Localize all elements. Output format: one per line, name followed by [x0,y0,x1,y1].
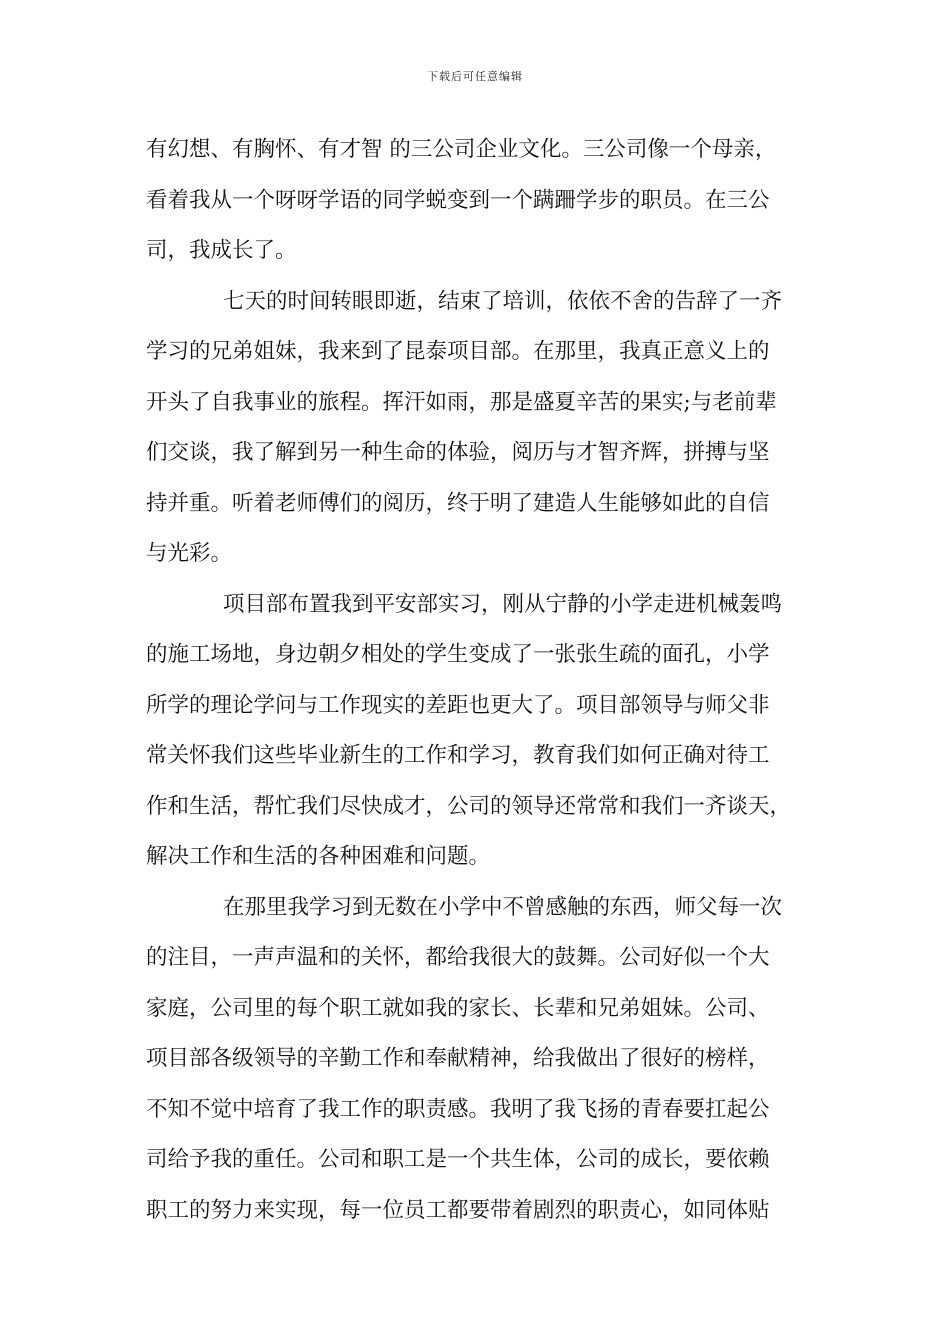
text-line: 常关怀我们这些毕业新生的工作和学习，教育我们如何正确对待工 [146,743,770,768]
paragraph-first-line: 在那里我学习到无数在小学中不曾感触的东西，师父每一次 [223,894,783,920]
text-line: 项目部各级领导的辛勤工作和奉献精神，给我做出了很好的榜样， [146,1046,770,1071]
text-line: 职工的努力来实现，每一位员工都要带着剧烈的职责心，如同体贴 [146,1197,770,1223]
text-line: 司，我成长了。 [146,238,297,263]
text-line: 不知不觉中培育了我工作的职责感。我明了我飞扬的青春要扛起公 [146,1096,770,1122]
text-line: 的施工场地，身边朝夕相处的学生变成了一张张生疏的面孔，小学 [146,642,770,667]
text-line: 所学的理论学问与工作现实的差距也更大了。项目部领导与师父非 [146,692,770,718]
text-line: 有幻想、有胸怀、有才智 的三公司企业文化。三公司像一个母亲， [146,137,777,162]
text-line: 司给予我的重任。公司和职工是一个共生体，公司的成长，要依赖 [146,1147,770,1172]
paragraph-first-line: 七天的时间转眼即逝，结束了培训，依依不舍的告辞了一齐 [223,288,783,314]
text-line: 持并重。听着老师傅们的阅历，终于明了建造人生能够如此的自信 [146,490,770,516]
text-line: 作和生活，帮忙我们尽快成才，公司的领导还常常和我们一齐谈天， [146,793,792,819]
text-line: 的注目，一声声温和的关怀，都给我很大的鼓舞。公司好似一个大 [146,945,770,970]
text-line: 家庭，公司里的每个职工就如我的家长、长辈和兄弟姐妹。公司、 [146,995,770,1021]
body-text [146,125,806,1236]
page-header: 下载后可任意编辑 [427,70,523,83]
text-line: 与光彩。 [146,541,233,566]
text-line: 解决工作和生活的各种困难和问题。 [146,844,491,869]
paragraph-first-line: 项目部布置我到平安部实习，刚从宁静的小学走进机械轰鸣 [223,591,783,617]
text-line: 看着我从一个呀呀学语的同学蜕变到一个蹒跚学步的职员。在三公 [146,187,770,213]
text-line: 开头了自我事业的旅程。挥汗如雨，那是盛夏辛苦的果实;与老前辈 [146,389,777,415]
text-line: 学习的兄弟姐妹，我来到了昆泰项目部。在那里，我真正意义上的 [146,339,770,364]
text-line: 们交谈，我了解到另一种生命的体验，阅历与才智齐辉，拼搏与坚 [146,440,770,465]
